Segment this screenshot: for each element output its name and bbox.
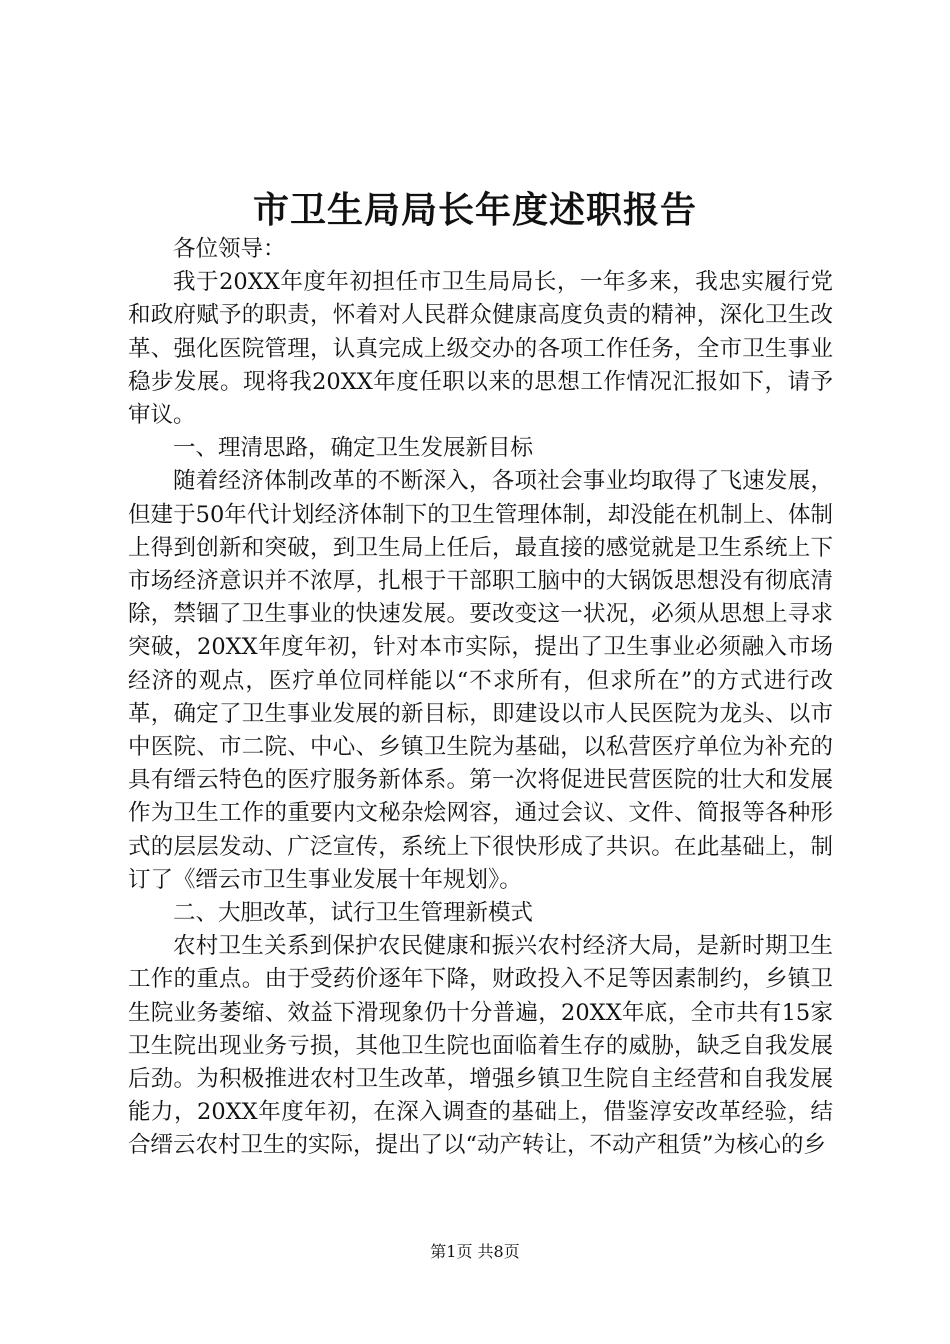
section-heading-1: 一、理清思路，确定卫生发展新目标 <box>173 435 534 462</box>
paragraph-section-2: 农村卫生关系到保护农民健康和振兴农村经济大局，是新时期卫生工作的重点。由于受药价逐年下降，财政投入不足等因素制约，乡镇卫生院业务萎缩、效益下滑现象仍十分普遍，20XX年底，全市共有15家卫生院出现业务亏损，其他卫生院也面临着生存的威胁，缺乏自我发展后劲。为积极推进农村卫生改革，增强乡镇卫生院自主经营和自我发展能力，20XX年度年初，在深入调查的基础上，借鉴淳安改革经验，结合缙云农村卫生的实际，提出了以“动产转让，不动产租赁”为核心的乡 <box>128 933 833 1159</box>
salutation: 各位领导： <box>173 236 286 262</box>
document-body <box>128 233 833 1163</box>
section-heading-2: 二、大胆改革，试行卫生管理新模式 <box>173 900 534 927</box>
paragraph-intro: 我于20XX年度年初担任市卫生局局长，一年多来，我忠实履行党和政府赋予的职责，怀着对人民群众健康高度负责的精神，深化卫生改革、强化医院管理，认真完成上级交办的各项工作任务，全市卫生事业稳步发展。现将我20XX年度任职以来的思想工作情况汇报如下，请予审议。 <box>128 269 833 429</box>
document-title: 市卫生局局长年度述职报告 <box>252 189 697 231</box>
paragraph-section-1: 随着经济体制改革的不断深入，各项社会事业均取得了飞速发展，但建于50年代计划经济体制下的卫生管理体制，却没能在机制上、体制上得到创新和突破，到卫生局上任后，最直接的感觉就是卫生系统上下市场经济意识并不浓厚，扎根于干部职工脑中的大锅饭思想没有彻底清除，禁锢了卫生事业的快速发展。要改变这一状况，必须从思想上寻求突破，20XX年度年初，针对本市实际，提出了卫生事业必须融入市场经济的观点，医疗单位同样能以“不求所有，但求所在”的方式进行改革，确定了卫生事业发展的新目标，即建设以市人民医院为龙头、以市中医院、市二院、中心、乡镇卫生院为基础，以私营医疗单位为补充的具有缙云特色的医疗服务新体系。第一次将促进民营医院的壮大和发展作为卫生工作的重要内文秘杂烩网容，通过会议、文件、简报等各种形式的层层发动、广泛宣传，系统上下很快形成了共识。在此基础上，制订了《缙云市卫生事业发展十年规划》。 <box>128 468 833 893</box>
page-number-footer: 第1页 共8页 <box>430 1242 520 1261</box>
